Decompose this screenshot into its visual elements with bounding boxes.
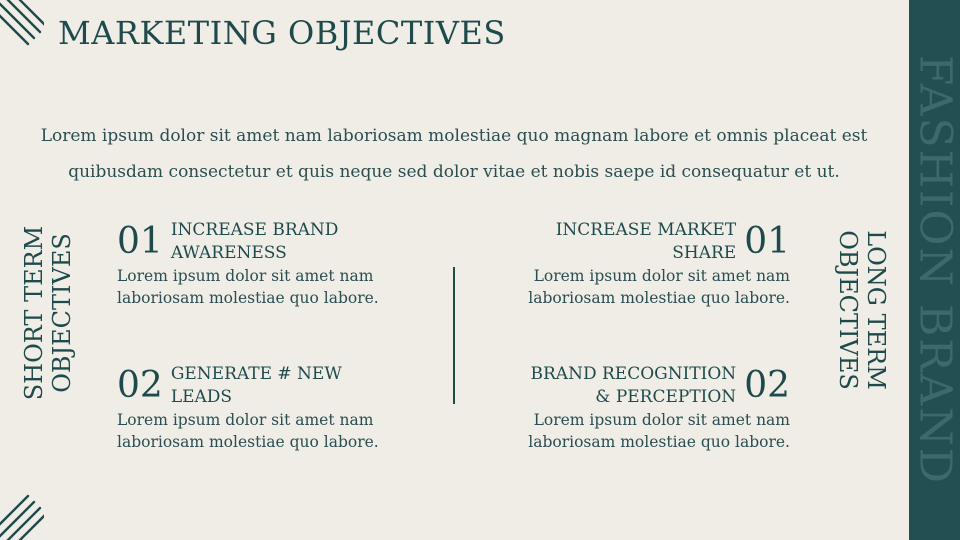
objective-increase-market-share [490, 219, 790, 309]
long-term-label: LONG TERM OBJECTIVES [834, 230, 890, 390]
objective-title: INCREASE MARKET SHARE [555, 220, 737, 263]
objective-number: 02 [744, 365, 790, 406]
intro-paragraph: Lorem ipsum dolor sit amet nam laboriosam molestiae quo magnam labore et omnis placeat est quibusdam consectetur et quis neque sed dolor vitae et nobis saepe id consequatur et ut. [40, 126, 868, 182]
page-title: MARKETING OBJECTIVES [58, 14, 506, 52]
diagonal-lines-icon [0, 486, 44, 540]
objective-number: 01 [744, 221, 790, 262]
short-term-label: SHORT TERM OBJECTIVES [20, 225, 76, 401]
brand-sidebar [909, 0, 960, 540]
objective-brand-recognition [490, 363, 790, 453]
objective-title: INCREASE BRAND AWARENESS [170, 220, 339, 263]
objective-description: Lorem ipsum dolor sit amet nam laboriosam molestiae quo labore. [528, 411, 790, 451]
objective-increase-brand-awareness [117, 219, 417, 309]
objective-number: 02 [117, 365, 163, 406]
objective-generate-new-leads [117, 363, 417, 453]
objective-description: Lorem ipsum dolor sit amet nam laboriosam molestiae quo labore. [117, 267, 379, 307]
objective-title: BRAND RECOGNITION & PERCEPTION [530, 364, 737, 407]
objective-title: GENERATE # NEW LEADS [170, 364, 342, 407]
objective-description: Lorem ipsum dolor sit amet nam laboriosam molestiae quo labore. [528, 267, 790, 307]
brand-label: FASHION BRAND [909, 55, 960, 485]
objective-description: Lorem ipsum dolor sit amet nam laboriosam molestiae quo labore. [117, 411, 379, 451]
center-divider [453, 267, 455, 404]
diagonal-lines-icon [0, 0, 44, 54]
objective-number: 01 [117, 221, 163, 262]
